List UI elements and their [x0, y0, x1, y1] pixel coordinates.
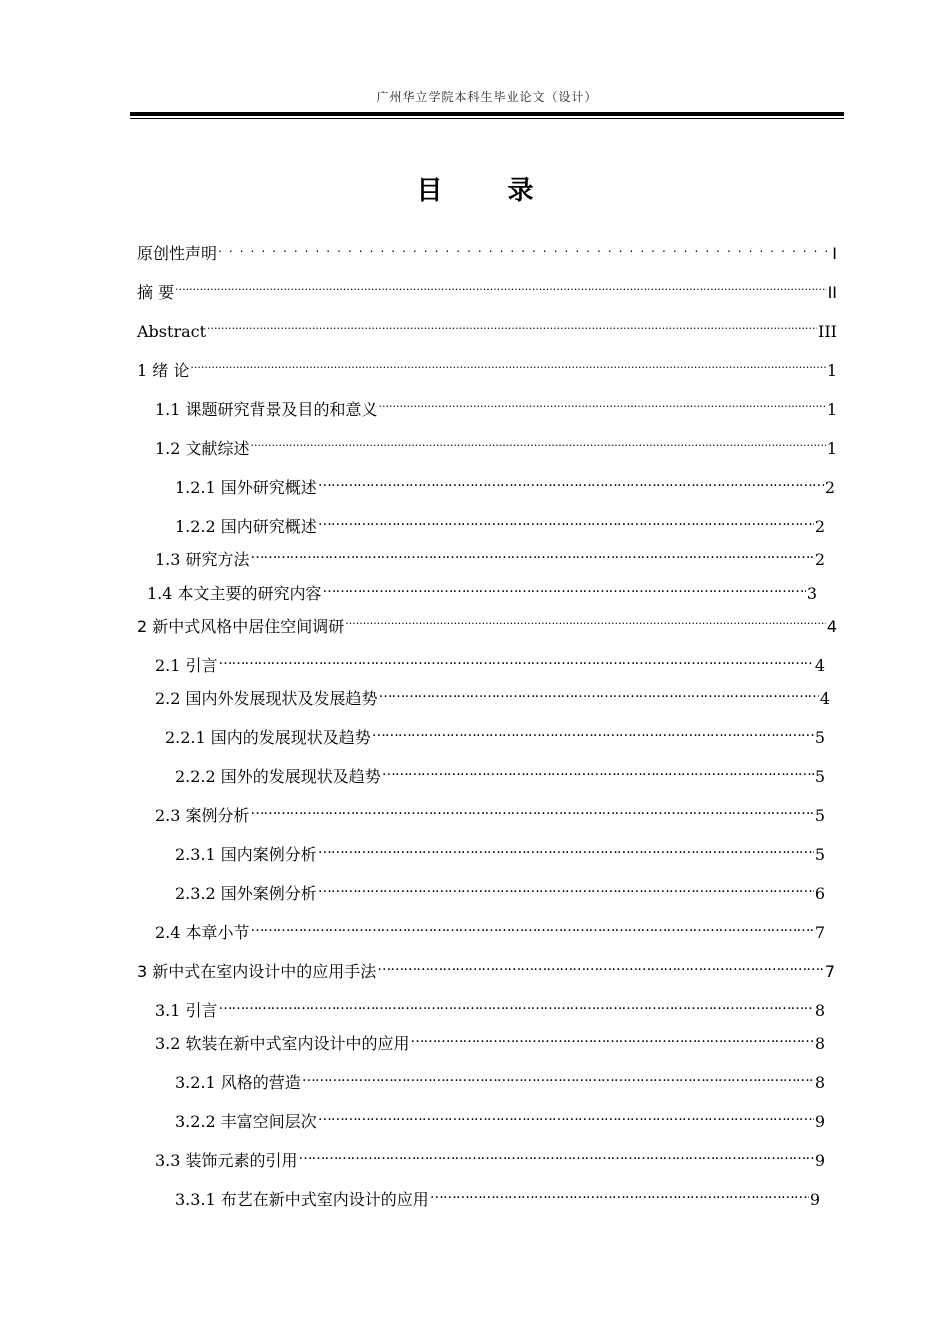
toc-entry-2-2[interactable] [155, 688, 830, 710]
toc-entry-declaration[interactable] [137, 243, 837, 265]
toc-entry-3-2-2[interactable] [175, 1111, 825, 1133]
toc-entry-3-2-1[interactable] [175, 1072, 825, 1094]
toc-dot-leader [318, 518, 814, 532]
toc-entry-3-3-1[interactable] [175, 1189, 820, 1211]
toc-entry-page: 8 [814, 1073, 825, 1092]
toc-dot-leader [318, 846, 814, 860]
toc-entry-abstract-cn[interactable] [137, 282, 837, 304]
toc-dot-leader [219, 657, 814, 671]
toc-dot-leader [175, 284, 826, 298]
toc-entry-page: 8 [814, 1001, 825, 1020]
toc-entry-page: 8 [814, 1034, 825, 1053]
toc-entry-label: 3.3.1 布艺在新中式室内设计的应用 [175, 1190, 429, 1209]
toc-entry-2-2-2[interactable] [175, 766, 825, 788]
toc-entry-label: 2.2.1 国内的发展现状及趋势 [165, 728, 371, 747]
toc-entry-page: 7 [814, 923, 825, 942]
toc-entry-abstract-en[interactable] [137, 321, 837, 343]
toc-entry-label: 1.2.1 国外研究概述 [175, 478, 317, 497]
toc-entry-2-3-2[interactable] [175, 883, 825, 905]
toc-entry-label: 2.3 案例分析 [155, 806, 250, 825]
toc-entry-page: 9 [814, 1151, 825, 1170]
toc-dot-leader [207, 323, 817, 337]
toc-entry-page: 4 [819, 689, 830, 708]
toc-entry-page: 4 [814, 656, 825, 675]
toc-entry-label: 3 新中式在室内设计中的应用手法 [137, 962, 377, 981]
toc-entry-page: 3 [806, 584, 817, 603]
toc-entry-chapter-2[interactable] [137, 616, 837, 638]
toc-dot-leader [251, 440, 826, 454]
toc-entry-label: 1.1 课题研究背景及目的和意义 [155, 400, 378, 419]
toc-dot-leader [430, 1191, 809, 1205]
toc-dot-leader [318, 479, 824, 493]
toc-dot-leader [318, 885, 814, 899]
toc-entry-label: 2.2.2 国外的发展现状及趋势 [175, 767, 381, 786]
toc-entry-1-2-2[interactable] [175, 516, 825, 538]
toc-entry-page: 6 [814, 884, 825, 903]
toc-entry-2-3[interactable] [155, 805, 825, 827]
toc-dot-leader [299, 1152, 814, 1166]
toc-entry-label: 3.1 引言 [155, 1001, 218, 1020]
page-title: 目 录 [416, 176, 562, 206]
toc-dot-leader [379, 690, 819, 704]
toc-entry-1-1[interactable] [155, 399, 837, 421]
toc-dot-leader [379, 401, 826, 415]
toc-entry-page: 1 [826, 361, 837, 380]
toc-dot-leader [411, 1035, 814, 1049]
toc-entry-chapter-3[interactable] [137, 961, 835, 983]
toc-entry-page: III [818, 322, 837, 341]
toc-dot-leader [382, 768, 814, 782]
toc-entry-page: 2 [814, 550, 825, 569]
toc-entry-label: 1.3 研究方法 [155, 550, 250, 569]
toc-entry-1-2-1[interactable] [175, 477, 835, 499]
toc-entry-page: 5 [814, 728, 825, 747]
toc-dot-leader [323, 585, 806, 599]
toc-entry-page: 1 [826, 439, 837, 458]
toc-entry-label: Abstract [137, 322, 207, 341]
toc-entry-2-1[interactable] [155, 655, 825, 677]
toc-entry-1-4[interactable] [147, 583, 817, 605]
toc-entry-label: 1.2 文献综述 [155, 439, 250, 458]
toc-entry-label: 3.2.2 丰富空间层次 [175, 1112, 317, 1131]
toc-entry-page: 5 [814, 767, 825, 786]
toc-dot-leader [377, 963, 824, 977]
toc-entry-2-4[interactable] [155, 922, 825, 944]
toc-dot-leader [218, 245, 831, 259]
toc-entry-page: I [832, 244, 837, 263]
toc-entry-3-3[interactable] [155, 1150, 825, 1172]
toc-entry-label: 1 绪 论 [137, 361, 190, 380]
toc-entry-3-1[interactable] [155, 1000, 825, 1022]
toc-entry-2-3-1[interactable] [175, 844, 825, 866]
toc-dot-leader [190, 362, 825, 376]
toc-entry-page: II [827, 283, 837, 302]
toc-entry-page: 9 [809, 1190, 820, 1209]
toc-entry-3-2[interactable] [155, 1033, 825, 1055]
toc-entry-page: 5 [814, 845, 825, 864]
toc-entry-1-3[interactable] [155, 549, 825, 571]
toc-dot-leader [219, 1002, 814, 1016]
toc-entry-label: 2 新中式风格中居住空间调研 [137, 617, 345, 636]
toc-entry-label: 2.1 引言 [155, 656, 218, 675]
toc-dot-leader [251, 807, 814, 821]
toc-entry-chapter-1[interactable] [137, 360, 837, 382]
toc-entry-label: 摘 要 [137, 283, 175, 302]
toc-dot-leader [251, 551, 814, 565]
toc-entry-page: 4 [826, 617, 837, 636]
toc-entry-2-2-1[interactable] [165, 727, 825, 749]
toc-entry-page: 5 [814, 806, 825, 825]
toc-entry-1-2[interactable] [155, 438, 837, 460]
toc-entry-label: 1.4 本文主要的研究内容 [147, 584, 322, 603]
toc-entry-page: 7 [824, 962, 835, 981]
toc-entry-label: 3.3 装饰元素的引用 [155, 1151, 298, 1170]
toc-entry-label: 3.2.1 风格的营造 [175, 1073, 301, 1092]
toc-entry-label: 2.4 本章小节 [155, 923, 250, 942]
toc-entry-label: 1.2.2 国内研究概述 [175, 517, 317, 536]
toc-entry-page: 1 [826, 400, 837, 419]
toc-dot-leader [318, 1113, 814, 1127]
toc-entry-page: 2 [824, 478, 835, 497]
toc-dot-leader [345, 618, 826, 632]
toc-entry-label: 3.2 软装在新中式室内设计中的应用 [155, 1034, 410, 1053]
toc-dot-leader [251, 924, 814, 938]
toc-entry-label: 原创性声明 [137, 244, 218, 263]
toc-entry-page: 2 [814, 517, 825, 536]
toc-dot-leader [302, 1074, 814, 1088]
toc-dot-leader [372, 729, 814, 743]
toc-entry-label: 2.3.1 国内案例分析 [175, 845, 317, 864]
toc-entry-label: 2.2 国内外发展现状及发展趋势 [155, 689, 378, 708]
toc-entry-page: 9 [814, 1112, 825, 1131]
toc-entry-label: 2.3.2 国外案例分析 [175, 884, 317, 903]
running-header: 广州华立学院本科生毕业论文（设计） [376, 90, 598, 104]
